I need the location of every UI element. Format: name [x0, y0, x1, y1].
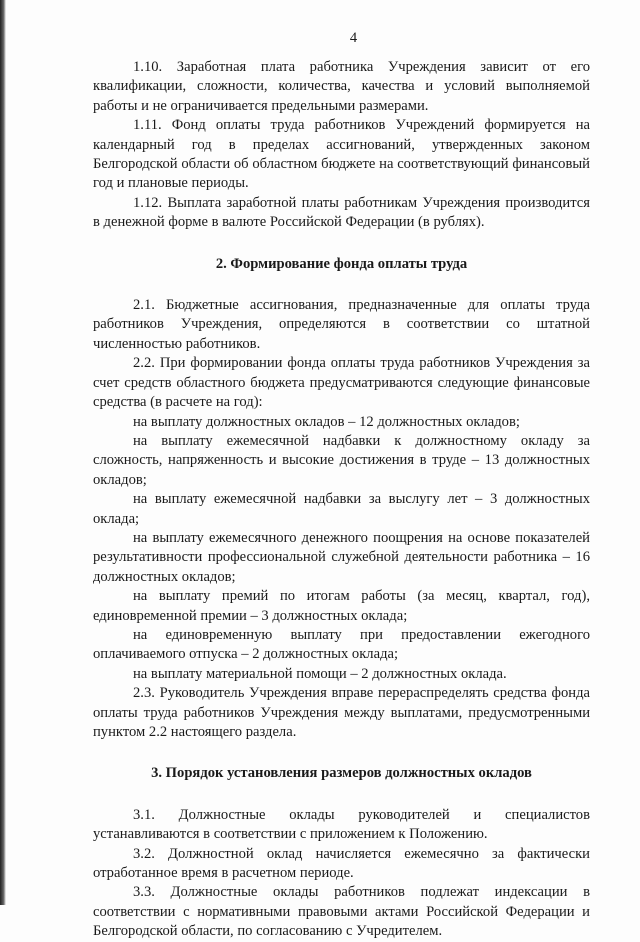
list-item: на выплату ежемесячной надбавки за выслугу лет – 3 должностных оклада;: [93, 491, 590, 527]
list-item: на выплату должностных окладов – 12 должностных окладов;: [133, 413, 520, 430]
paragraph-3-1: 3.1. Должностные оклады руководителей и специалистов устанавливаются в соответствии с приложением к Положению.: [93, 806, 590, 843]
paragraph-1-10: 1.10. Заработная плата работника Учреждения зависит от его квалификации, сложности, количества, качества и условий выполняемой работы и не ограничивается предельными размерами.: [93, 59, 590, 114]
paragraph-3-2: 3.2. Должностной оклад начисляется ежемесячно за фактически отработанное время в расчетном периоде.: [93, 845, 590, 882]
paragraph-2-1: 2.1. Бюджетные ассигнования, предназначенные для оплаты труда работников Учреждения, определяются в соответствии со штатной численностью работников.: [93, 297, 590, 352]
list-item: на выплату материальной помощи – 2 должностных оклада.: [133, 665, 507, 682]
page-number: 4: [349, 30, 358, 46]
paragraph-1-12: 1.12. Выплата заработной платы работникам Учреждения производится в денежной форме в валюте Российской Федерации (в рублях).: [93, 194, 590, 231]
section-2-heading: 2. Формирование фонда оплаты труда: [215, 255, 468, 272]
paragraph-1-11: 1.11. Фонд оплаты труда работников Учреждений формируется на календарный год в пределах ассигнований, утвержденных законом Белгородской области об областном бюджете на соответствующий финансовый год и плановые периоды.: [93, 117, 590, 192]
list-item: на выплату ежемесячного денежного поощрения на основе показателей результативности профессиональной служебной деятельности работника – 16 должностных окладов;: [93, 529, 590, 585]
paragraph-3-3: 3.3. Должностные оклады работников подлежат индексации в соответствии с нормативными правовыми актами Российской Федерации и Белгородской области, по согласованию с Учредителем.: [93, 884, 590, 940]
paragraph-2-3: 2.3. Руководитель Учреждения вправе перераспределять средства фонда оплаты труда работников Учреждения между выплатами, предусмотренными пунктом 2.2 настоящего раздела.: [93, 685, 590, 740]
section-3-heading: 3. Порядок установления размеров должностных окладов: [151, 765, 532, 782]
list-item: на единовременную выплату при предоставлении ежегодного оплачиваемого отпуска – 2 должностных оклада;: [93, 626, 590, 663]
paragraph-2-2: 2.2. При формировании фонда оплаты труда работников Учреждения за счет средств областного бюджета предусматриваются следующие финансовые средства (в расчете на год):: [93, 355, 590, 411]
list-item: на выплату ежемесячной надбавки к должностному окладу за сложность, напряженность и высокие достижения в труде – 13 должностных окладов;: [93, 432, 590, 488]
list-item: на выплату премий по итогам работы (за месяц, квартал, год), единовременной премии – 3 должностных оклада;: [93, 588, 590, 624]
